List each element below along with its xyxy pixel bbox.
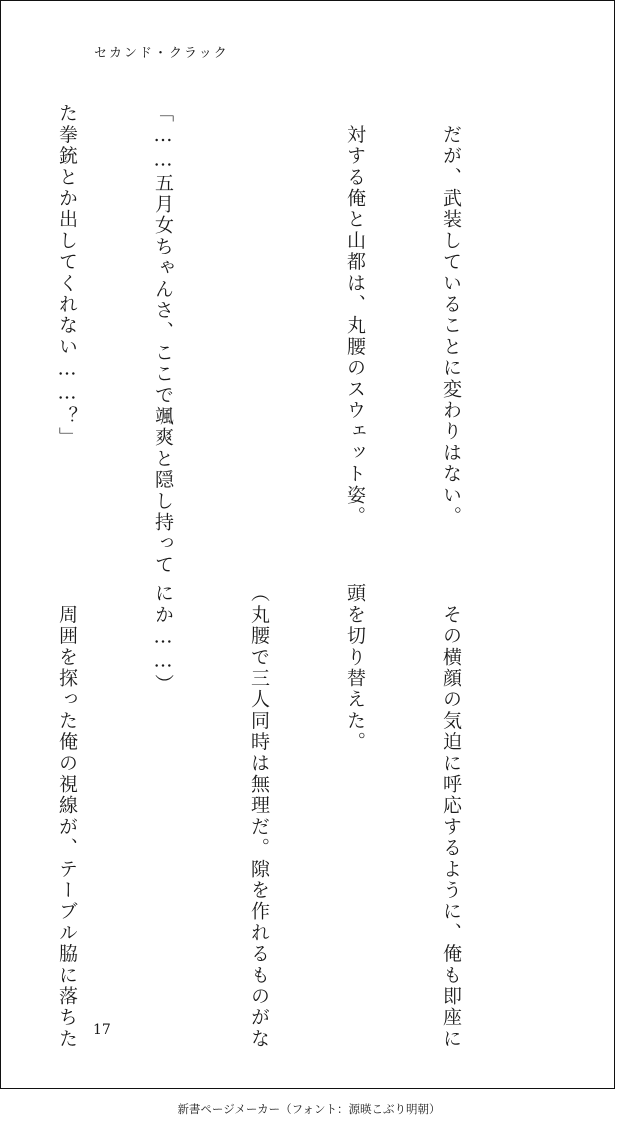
upper-text-block (0, 103, 531, 576)
text-line: た拳銃とか出してくれない……？」 (56, 103, 78, 449)
footer-caption: 新書ページメーカー（フォント：源暎こぶり明朝） (177, 1102, 441, 1116)
running-head: セカンド・クラック (94, 46, 229, 61)
text-line: 頭を切り替えた。 (344, 583, 366, 753)
text-line: 「……五月女ちゃんさ、ここで颯爽と隠し持って (152, 103, 174, 576)
text-line: 対する俺と山都は、丸腰のスウェット姿。 (344, 103, 366, 527)
text-line (243, 103, 275, 533)
page-number: 17 (93, 1022, 111, 1038)
text-line: その横顔の気迫に呼応するように、俺も即座に (440, 583, 462, 1050)
text-line: 周囲を探った俺の視線が、テーブル脇に落ちた (56, 583, 78, 1050)
text-line: だが、武装していることに変わりはない。 (440, 103, 462, 527)
text-line: にか……） (152, 583, 174, 695)
text-line: （丸腰で三人同時は無理だ。隙を作れるものがな (248, 583, 270, 1050)
